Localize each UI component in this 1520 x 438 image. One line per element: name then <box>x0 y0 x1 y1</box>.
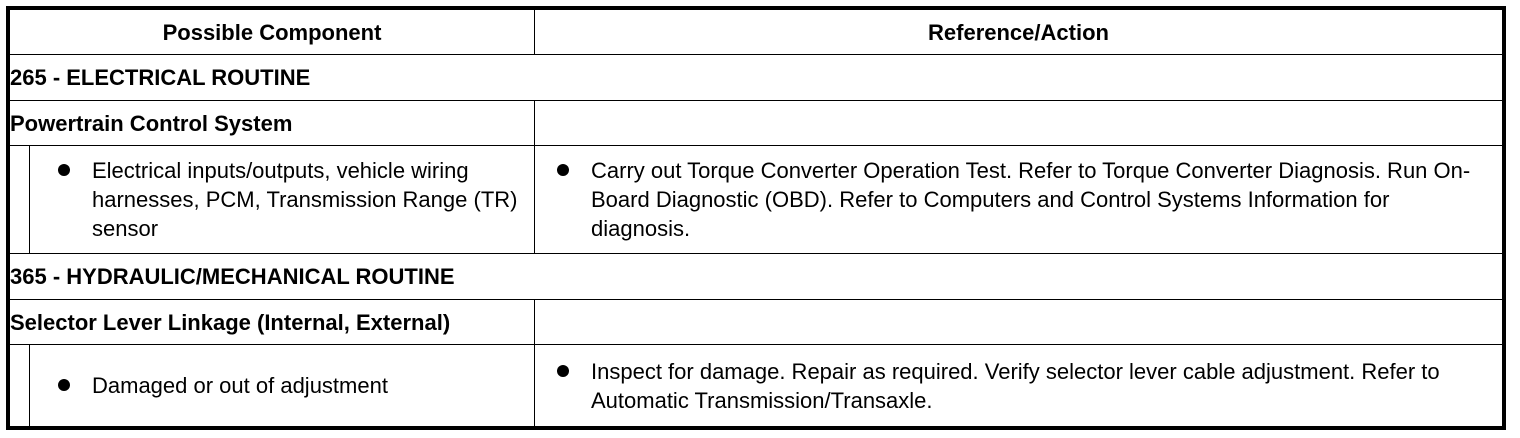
component-name: Powertrain Control System <box>10 101 535 146</box>
bullet-icon <box>58 379 70 391</box>
reference-action-cell <box>535 345 1503 427</box>
detail-row-powertrain <box>10 146 1503 254</box>
action-text: Inspect for damage. Repair as required. Verify selector lever cable adjustment. Refer to Automatic Transmission/Transaxle. <box>591 358 1440 413</box>
bullet-icon <box>557 164 569 176</box>
list-item <box>58 156 534 243</box>
reference-action-cell <box>535 146 1503 254</box>
list-item <box>58 371 534 400</box>
section-row-electrical <box>10 55 1503 101</box>
possible-component-cell <box>10 146 535 254</box>
header-possible-component: Possible Component <box>10 10 535 55</box>
table-header-row <box>10 10 1503 55</box>
bullet-icon <box>557 365 569 377</box>
list-item <box>557 357 1502 415</box>
section-title: 265 - ELECTRICAL ROUTINE <box>10 55 1503 101</box>
component-row-selector-lever <box>10 300 1503 345</box>
bullet-icon <box>58 164 70 176</box>
component-empty-cell <box>535 101 1503 146</box>
diagnostic-table <box>9 9 1503 427</box>
indent-divider <box>29 345 30 426</box>
detail-row-selector-lever <box>10 345 1503 427</box>
section-title: 365 - HYDRAULIC/MECHANICAL ROUTINE <box>10 254 1503 300</box>
list-item <box>557 156 1502 243</box>
component-detail-text: Damaged or out of adjustment <box>92 373 388 398</box>
section-row-hydraulic <box>10 254 1503 300</box>
indent-divider <box>29 146 30 253</box>
header-reference-action: Reference/Action <box>535 10 1503 55</box>
action-text: Carry out Torque Converter Operation Test. Refer to Torque Converter Diagnosis. Run On-Board Diagnostic (OBD). Refer to Computers and Control Systems Information for diagnosis. <box>591 158 1471 241</box>
component-detail-text: Electrical inputs/outputs, vehicle wiring harnesses, PCM, Transmission Range (TR) sensor <box>92 158 518 241</box>
possible-component-cell <box>10 345 535 427</box>
component-row-powertrain <box>10 101 1503 146</box>
component-name: Selector Lever Linkage (Internal, External) <box>10 300 535 345</box>
component-empty-cell <box>535 300 1503 345</box>
diagnostic-table-frame <box>6 6 1506 430</box>
